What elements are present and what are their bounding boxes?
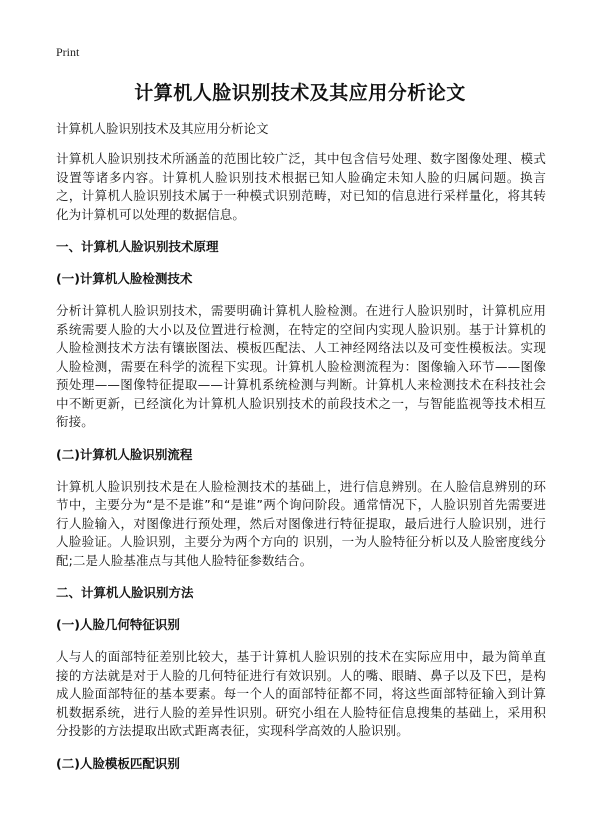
article-subtitle: 计算机人脸识别技术及其应用分析论文 [56, 121, 269, 136]
recognition-flow-paragraph: 计算机人脸识别技术是在人脸检测技术的基础上，进行信息辨别。在人脸信息辨别的环节中，主要分为“是不是谁”和“是谁”两个询问阶段。通常情况下，人脸识别首先需要进行人脸输入，对图像进行预处理，然后对图像进行特征提取，最后进行人脸识别，进行人脸验证。人脸识别，主要分为两个方向的 识别，一为人脸特征分析以及人脸密度线分配;二是人脸基准点与其他人脸特征参数结合。 [56, 478, 546, 568]
subsection-heading-geometry: (一)人脸几何特征识别 [56, 617, 180, 632]
section-heading-principles: 一、计算机人脸识别技术原理 [56, 239, 219, 254]
section-heading-methods: 二、计算机人脸识别方法 [56, 585, 194, 600]
page-title: 计算机人脸识别技术及其应用分析论文 [134, 82, 466, 104]
subsection-heading-recognition-flow: (二)计算机人脸识别流程 [56, 446, 193, 462]
subsection-heading-detection: (一)计算机人脸检测技术 [56, 271, 193, 286]
intro-paragraph: 计算机人脸识别技术所涵盖的范围比较广泛，其中包含信号处理、数字图像处理、模式设置等诸多内容。计算机人脸识别技术根据已知人脸确定未知人脸的归属问题。换言之，计算机人脸识别技术属于一种模式识别范畴，对已知的信息进行采样量化，将其转化为计算机可以处理的数据信息。 [56, 151, 546, 222]
subsection-heading-template: (二)人脸模板匹配识别 [56, 755, 180, 771]
detection-paragraph: 分析计算机人脸识别技术，需要明确计算机人脸检测。在进行人脸识别时，计算机应用系统需要人脸的大小以及位置进行检测，在特定的空间内实现人脸识别。基于计算机的人脸检测技术方法有镶嵌图法、模板匹配法、人工神经网络法以及可变性模板法。实现人脸检测，需要在科学的流程下实现。计算机人脸检测流程为：图像输入环节——图像预处理——图像特征提取——计算机系统检测与判断。计算机人来检测技术在科技社会中不断更新，已经演化为计算机人脸识别技术的前段技术之一，与智能监视等技术相互衔接。 [56, 303, 546, 429]
print-link[interactable]: Print [56, 45, 80, 59]
article-body [56, 120, 546, 787]
geometry-paragraph: 人与人的面部特征差别比较大，基于计算机人脸识别的技术在实际应用中，最为简单直接的方法就是对于人脸的几何特征进行有效识别。人的嘴、眼睛、鼻子以及下巴，是构成人脸面部特征的基本要素。每一个人的面部特征都不同，将这些面部特征输入到计算机数据系统，进行人脸的差异性识别。研究小组在人脸特征信息搜集的基础上，采用积分投影的方法提取出欧式距离表征，实现科学高效的人脸识别。 [56, 649, 546, 738]
